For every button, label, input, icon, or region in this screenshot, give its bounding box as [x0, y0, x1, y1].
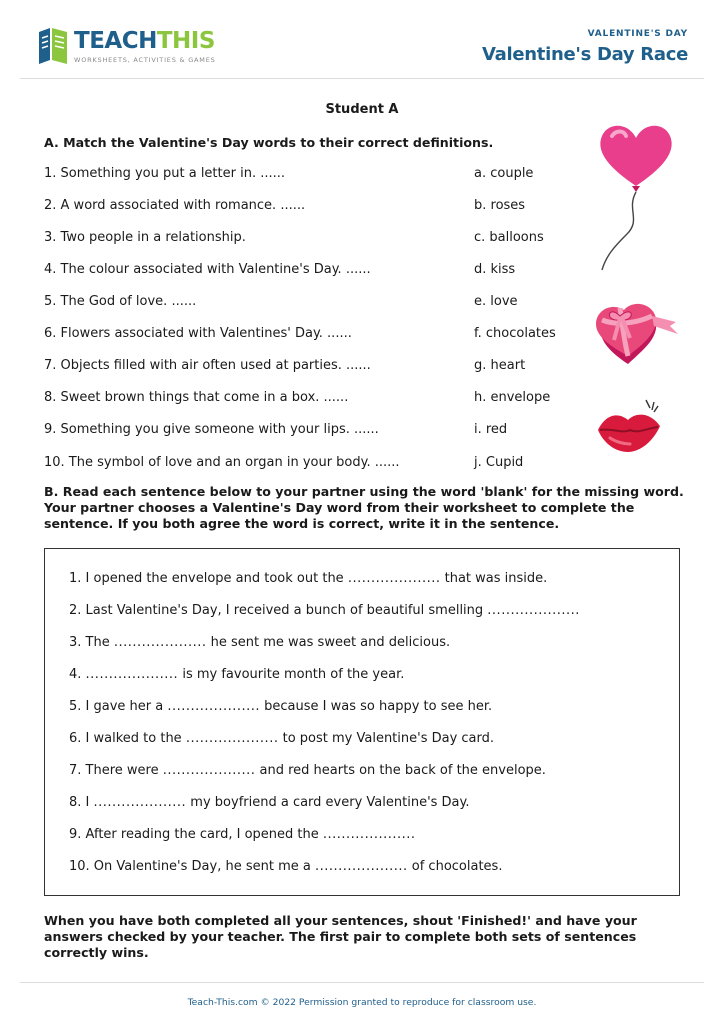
sentence-item: 2. Last Valentine's Day, I received a bunch of beautiful smelling .................... [69, 603, 580, 618]
answer-option: j. Cupid [474, 455, 524, 470]
definition-item: 2. A word associated with romance. ...... [44, 198, 306, 213]
sentence-item: 6. I walked to the .................... to post my Valentine's Day card. [69, 731, 495, 746]
answer-blank[interactable]: .................... [487, 603, 580, 618]
definition-item: 8. Sweet brown things that come in a box. ...... [44, 390, 349, 405]
teach-this-logo [36, 24, 216, 70]
answer-blank[interactable]: .................... [322, 827, 416, 842]
logo-book-icon [36, 26, 70, 66]
definition-item: 7. Objects filled with air often used at parties. ...... [44, 358, 371, 373]
footer-copyright: Teach-This.com © 2022 Permission granted to reproduce for classroom use. [187, 997, 537, 1008]
answer-blank[interactable]: .................... [347, 571, 441, 586]
lips-icon [594, 396, 666, 458]
definition-item: 5. The God of love. ...... [44, 294, 197, 309]
answer-option: b. roses [474, 198, 526, 213]
header-category: VALENTINE'S DAY [587, 29, 688, 39]
student-label: Student A [325, 102, 399, 117]
logo-wordmark: TEACHTHIS [74, 28, 215, 54]
definition-item: 10. The symbol of love and an organ in your body. ...... [44, 455, 400, 470]
answer-blank[interactable]: .................... [85, 667, 179, 682]
sentence-item: 10. On Valentine's Day, he sent me a .................... of chocolates. [69, 859, 503, 874]
chocolate-box-icon [590, 294, 682, 384]
part-b-instruction: B. Read each sentence below to your partner using the word 'blank' for the missing word. Your partner chooses a Valentine's Day word from their worksheet to complete the sentence. If you both agree the word is correct, write it in the sentence. [44, 484, 684, 531]
answer-option: d. kiss [474, 262, 516, 277]
sentence-item: 4. .................... is my favourite month of the year. [69, 667, 405, 682]
header-title: Valentine's Day Race [482, 44, 688, 65]
answer-blank[interactable]: .................... [185, 731, 279, 746]
sentence-item: 8. I .................... my boyfriend a card every Valentine's Day. [69, 795, 470, 810]
answer-blank[interactable]: .................... [93, 795, 187, 810]
answer-option: e. love [474, 294, 518, 309]
footer-divider [20, 982, 704, 983]
answer-option: c. balloons [474, 230, 544, 245]
answer-option: i. red [474, 422, 508, 437]
sentence-item: 3. The .................... he sent me was sweet and delicious. [69, 635, 451, 650]
definition-item: 1. Something you put a letter in. ...... [44, 166, 286, 181]
heart-balloon-icon [596, 120, 676, 275]
sentence-box [44, 548, 680, 896]
answer-option: a. couple [474, 166, 534, 181]
header-divider [20, 78, 704, 79]
sentence-item: 7. There were .................... and red hearts on the back of the envelope. [69, 763, 546, 778]
definition-item: 3. Two people in a relationship. [44, 230, 246, 245]
sentence-item: 5. I gave her a .................... because I was so happy to see her. [69, 699, 493, 714]
definition-item: 6. Flowers associated with Valentines' Day. ...... [44, 326, 352, 341]
answer-option: g. heart [474, 358, 526, 373]
part-a-instruction: A. Match the Valentine's Day words to their correct definitions. [44, 135, 494, 150]
answer-option: f. chocolates [474, 326, 556, 341]
answer-blank[interactable]: .................... [314, 859, 408, 874]
sentence-item: 1. I opened the envelope and took out the .................... that was inside. [69, 571, 548, 586]
logo-tagline: WORKSHEETS, ACTIVITIES & GAMES [74, 56, 216, 64]
answer-option: h. envelope [474, 390, 551, 405]
definition-item: 4. The colour associated with Valentine's Day. ...... [44, 262, 371, 277]
definition-item: 9. Something you give someone with your lips. ...... [44, 422, 379, 437]
answer-blank[interactable]: .................... [113, 635, 207, 650]
sentence-item: 9. After reading the card, I opened the .................... [69, 827, 416, 842]
closing-instruction: When you have both completed all your sentences, shout 'Finished!' and have your answers checked by your teacher. The first pair to complete both sets of sentences correctly wins. [44, 913, 637, 960]
answer-blank[interactable]: .................... [167, 699, 261, 714]
answer-blank[interactable]: .................... [162, 763, 256, 778]
